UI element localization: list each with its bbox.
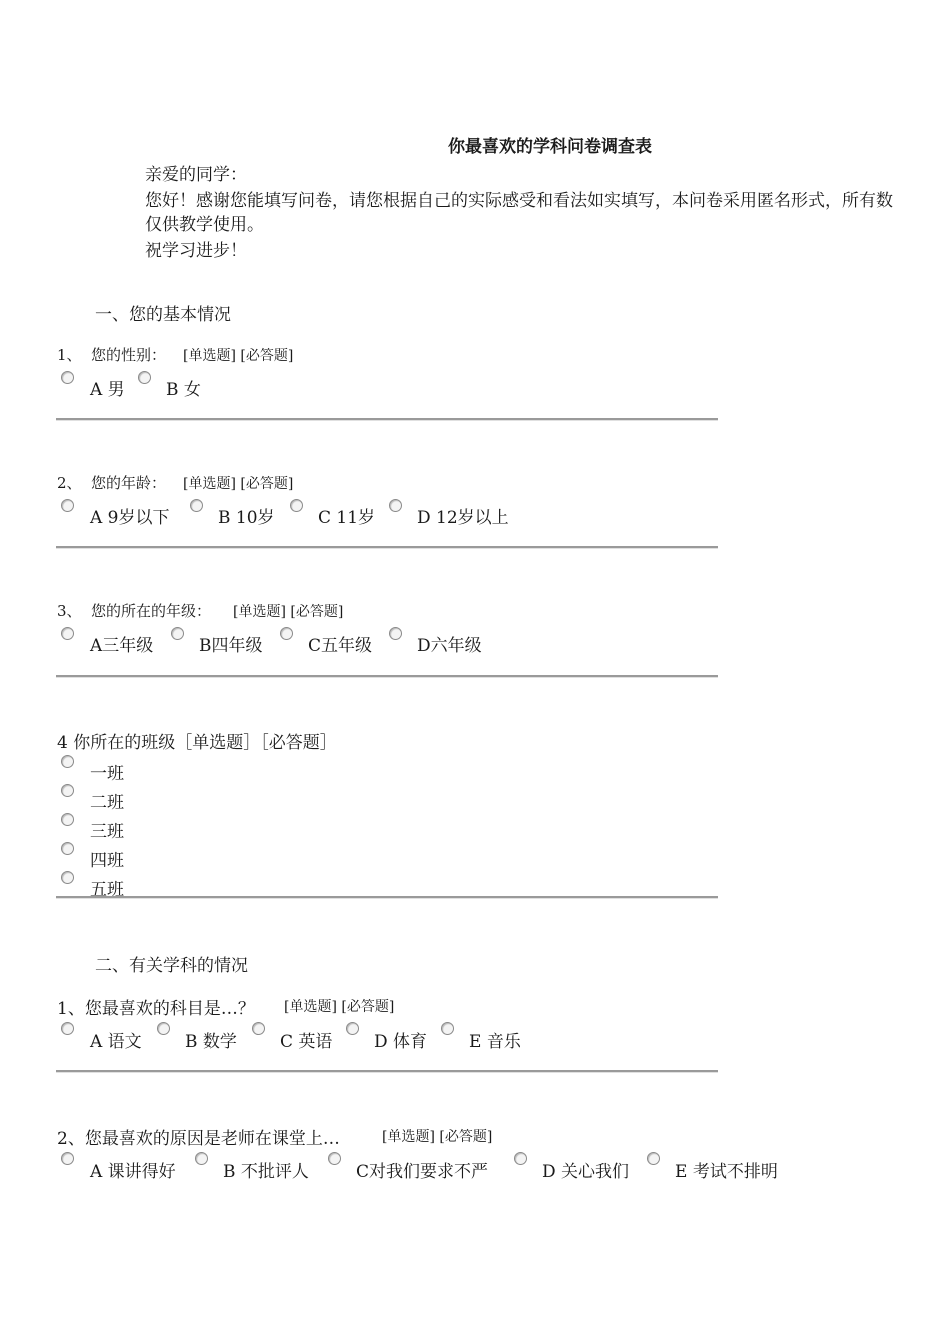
question-4-text: 4 你所在的班级［单选题］［必答题］ — [57, 733, 337, 753]
question-3-number: 3、 — [57, 602, 82, 620]
q3-option-c-label: C五年级 — [308, 636, 373, 656]
divider — [56, 1070, 718, 1073]
intro-greeting: 亲爱的同学： — [145, 165, 247, 185]
q5-option-a-radio[interactable] — [61, 1022, 74, 1035]
intro-closing: 祝学习进步！ — [145, 241, 247, 261]
section-2-heading: 二、有关学科的情况 — [95, 956, 248, 976]
q1-option-b-radio[interactable] — [138, 371, 151, 384]
q4-option-5-label: 五班 — [90, 880, 124, 900]
divider — [56, 896, 718, 899]
question-6-tags: [单选题] [必答题] — [382, 1129, 493, 1145]
q3-option-d-label: D六年级 — [417, 636, 482, 656]
divider — [56, 675, 718, 678]
q4-option-1-label: 一班 — [90, 764, 124, 784]
q2-option-c-label: C 11岁 — [318, 508, 376, 528]
q3-option-b-label: B四年级 — [199, 636, 263, 656]
q6-option-b-radio[interactable] — [195, 1152, 208, 1165]
q6-option-a-radio[interactable] — [61, 1152, 74, 1165]
q1-option-a-label: A 男 — [90, 380, 125, 400]
question-1-text: 您的性别： — [91, 346, 167, 364]
question-2-text: 您的年龄： — [91, 474, 167, 492]
q3-option-c-radio[interactable] — [280, 627, 293, 640]
q3-option-a-radio[interactable] — [61, 627, 74, 640]
q3-option-a-label: A三年级 — [90, 636, 154, 656]
q5-option-b-radio[interactable] — [157, 1022, 170, 1035]
q5-option-a-label: A 语文 — [90, 1032, 142, 1052]
q6-option-d-radio[interactable] — [514, 1152, 527, 1165]
q4-option-5-radio[interactable] — [61, 871, 74, 884]
q2-option-d-label: D 12岁以上 — [417, 508, 509, 528]
q6-option-a-label: A 课讲得好 — [90, 1162, 176, 1182]
q2-option-c-radio[interactable] — [290, 499, 303, 512]
q2-option-a-radio[interactable] — [61, 499, 74, 512]
q3-option-d-radio[interactable] — [389, 627, 402, 640]
intro-line-1: 您好！感谢您能填写问卷，请您根据自己的实际感受和看法如实填写，本问卷采用匿名形式，所有数 — [145, 191, 893, 211]
q1-option-b-label: B 女 — [166, 380, 201, 400]
q4-option-2-label: 二班 — [90, 793, 124, 813]
q6-option-e-radio[interactable] — [647, 1152, 660, 1165]
q5-option-c-radio[interactable] — [252, 1022, 265, 1035]
question-2-number: 2、 — [57, 474, 82, 492]
q6-option-c-radio[interactable] — [328, 1152, 341, 1165]
q5-option-e-radio[interactable] — [441, 1022, 454, 1035]
question-6-text: 2、您最喜欢的原因是老师在课堂上… — [57, 1129, 340, 1149]
q4-option-3-radio[interactable] — [61, 813, 74, 826]
question-5-tags: [单选题] [必答题] — [284, 999, 395, 1015]
q4-option-4-label: 四班 — [90, 851, 124, 871]
q4-option-4-radio[interactable] — [61, 842, 74, 855]
divider — [56, 546, 718, 549]
question-3-text: 您的所在的年级： — [91, 602, 212, 620]
question-1-tags: [单选题] [必答题] — [183, 348, 294, 364]
q4-option-1-radio[interactable] — [61, 755, 74, 768]
question-3-tags: [单选题] [必答题] — [233, 604, 344, 620]
q5-option-b-label: B 数学 — [185, 1032, 237, 1052]
question-2-tags: [单选题] [必答题] — [183, 476, 294, 492]
intro-line-2: 仅供教学使用。 — [145, 215, 264, 235]
q5-option-e-label: E 音乐 — [469, 1032, 521, 1052]
q3-option-b-radio[interactable] — [171, 627, 184, 640]
q2-option-b-label: B 10岁 — [218, 508, 275, 528]
section-1-heading: 一、您的基本情况 — [95, 305, 231, 325]
q1-option-a-radio[interactable] — [61, 371, 74, 384]
question-5-text: 1、您最喜欢的科目是…？ — [57, 999, 255, 1019]
q4-option-3-label: 三班 — [90, 822, 124, 842]
q2-option-a-label: A 9岁以下 — [90, 508, 170, 528]
q5-option-d-label: D 体育 — [374, 1032, 428, 1052]
q6-option-d-label: D 关心我们 — [542, 1162, 630, 1182]
q6-option-b-label: B 不批评人 — [223, 1162, 309, 1182]
q6-option-c-label: C对我们要求不严 — [356, 1162, 489, 1182]
question-1-number: 1、 — [57, 346, 82, 364]
q6-option-e-label: E 考试不排明 — [675, 1162, 778, 1182]
q5-option-c-label: C 英语 — [280, 1032, 333, 1052]
page-title: 你最喜欢的学科问卷调查表 — [448, 137, 652, 157]
q2-option-d-radio[interactable] — [389, 499, 402, 512]
divider — [56, 418, 718, 421]
q4-option-2-radio[interactable] — [61, 784, 74, 797]
q2-option-b-radio[interactable] — [190, 499, 203, 512]
q5-option-d-radio[interactable] — [346, 1022, 359, 1035]
